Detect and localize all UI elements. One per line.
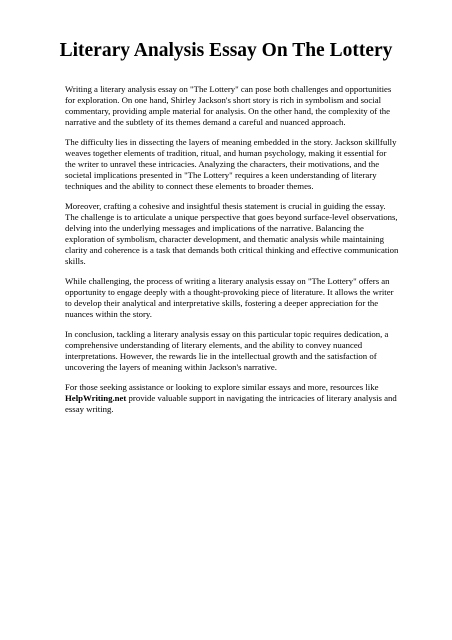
paragraph-opportunity: While challenging, the process of writing a literary analysis essay on "The Lottery" offers an opportunity to engage deeply with a thought-provoking piece of literature. It allows the writer to develop their analytical and interpretative skills, fostering a deeper appreciation for the nuances within the story. — [65, 276, 394, 319]
paragraph-intro: Writing a literary analysis essay on "The Lottery" can pose both challenges and opportunities for exploration. On one hand, Shirley Jackson's short story is rich in symbolism and social commentary, providing ample material for analysis. On the other hand, the complexity of the narrative and the subtlety of its themes demand a careful and nuanced approach. — [65, 84, 392, 127]
closing-text-before: For those seeking assistance or looking to explore similar essays and more, resources like — [65, 382, 379, 393]
paragraph-closing — [65, 382, 399, 415]
document-body — [65, 84, 399, 425]
resource-link[interactable]: HelpWriting.net — [65, 393, 127, 404]
closing-text-after: provide valuable support in navigating the intricacies of literary analysis and essay writing. — [65, 393, 397, 415]
paragraph-thesis: Moreover, crafting a cohesive and insightful thesis statement is crucial in guiding the essay. The challenge is to articulate a unique perspective that goes beyond surface-level observations, delving into the underlying messages and implications of the narrative. Balancing the exploration of symbolism, character development, and thematic analysis while maintaining clarity and coherence is a task that demands both critical thinking and effective communication skills. — [65, 201, 399, 266]
paragraph-difficulty: The difficulty lies in dissecting the layers of meaning embedded in the story. Jackson skillfully weaves together elements of tradition, ritual, and human psychology, making it essential for the writer to unravel these intricacies. Analyzing the characters, their motivations, and the societal implications presented in "The Lottery" requires a keen understanding of literary techniques and the ability to connect these elements to broader themes. — [65, 137, 397, 191]
document-title: Literary Analysis Essay On The Lottery — [59, 40, 393, 61]
paragraph-conclusion: In conclusion, tackling a literary analysis essay on this particular topic requires dedication, a comprehensive understanding of literary elements, and the ability to convey nuanced interpretations. However, the rewards lie in the intellectual growth and the satisfaction of uncovering the layers of meaning within Jackson's narrative. — [65, 329, 389, 372]
